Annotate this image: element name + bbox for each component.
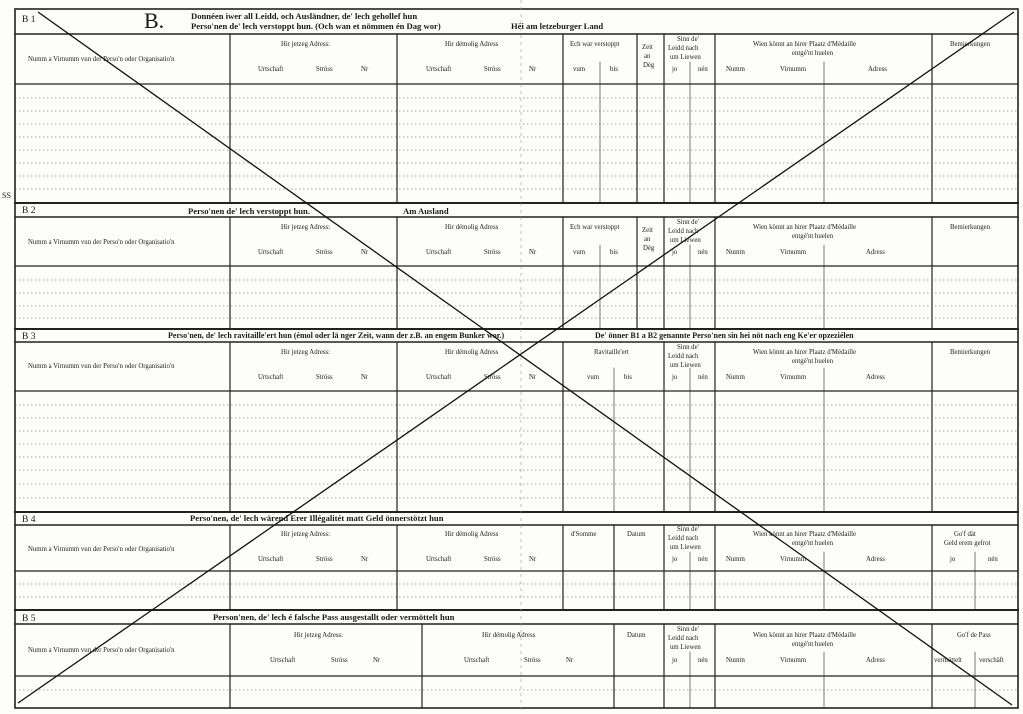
b2-days-1: Zeit bbox=[642, 227, 653, 234]
b3-from: vum bbox=[587, 374, 600, 381]
b3-locality: Urtschaft bbox=[258, 374, 284, 381]
b4-m-name: Numm bbox=[726, 556, 745, 563]
b4-medal-1: Wien könnt an hirer Plaatz d'Médaille bbox=[753, 531, 857, 538]
b4-current-addr: Hir jetzeg Adress: bbox=[281, 531, 331, 538]
b4-name-col: Numm a Virnumm vun der Perso'n oder Organisatio'n bbox=[28, 546, 175, 553]
b4-medal-2: entgé'nt huelen bbox=[792, 540, 834, 547]
b1-m-first: Virnumm bbox=[780, 66, 807, 73]
b4-no: nén bbox=[698, 556, 708, 563]
b2-number: Nr bbox=[361, 249, 369, 256]
b1-alive-2: Leidd nach bbox=[668, 45, 699, 52]
b5-yes: jo bbox=[672, 657, 678, 664]
b3-medal-1: Wien könnt an hirer Plaatz d'Médaille bbox=[753, 349, 857, 356]
b2-alive-3: um Liewen bbox=[670, 237, 701, 244]
b2-alive-1: Sinn de' bbox=[677, 219, 699, 226]
b4-alive-1: Sinn de' bbox=[677, 526, 699, 533]
b3-m-name: Numm bbox=[726, 374, 745, 381]
b2-no: nén bbox=[698, 249, 708, 256]
b2-alive-2: Leidd nach bbox=[668, 228, 699, 235]
b4-number: Nr bbox=[361, 556, 369, 563]
b5-issued: vermöttelt bbox=[934, 657, 962, 664]
b5-alive-1: Sinn de' bbox=[677, 626, 699, 633]
b1-days-3: Dég bbox=[643, 62, 655, 69]
b3-street: Ströss bbox=[316, 374, 333, 381]
b1-m-addr: Adress bbox=[868, 66, 887, 73]
b4-m-addr: Adress bbox=[866, 556, 885, 563]
b3-street-2: Ströss bbox=[484, 374, 501, 381]
b4-number-2: Nr bbox=[529, 556, 537, 563]
b3-alive-2: Leidd nach bbox=[668, 353, 699, 360]
b1-from: vum bbox=[573, 66, 586, 73]
b3-yes: jo bbox=[672, 374, 678, 381]
b5-street-2: Ströss bbox=[524, 657, 541, 664]
b3-to: bis bbox=[624, 374, 632, 381]
b3-note: De' önner B1 a B2 genannte Perso'nen sin hei nöt nach eng Ke'er opzeziélen bbox=[595, 331, 854, 340]
sheet-title-line1: Donnéen iwer all Leidd, och Ausländner, de' lech gehollef hun bbox=[191, 11, 418, 21]
b5-locality-2: Urtschaft bbox=[464, 657, 490, 664]
b5-former-addr: Hir démolig Adress bbox=[482, 632, 536, 639]
b5-alive-2: Leidd nach bbox=[668, 635, 699, 642]
b4-no-money: nén bbox=[988, 556, 998, 563]
b3-title: Perso'nen, de' lech ravitaille'ert hun (émol oder lä nger Zeit, wann der z.B. an engem Bunker wor.) bbox=[168, 331, 505, 340]
sheet-title-suffix: Héi am letzeburger Land bbox=[511, 21, 604, 31]
b1-street: Ströss bbox=[316, 66, 333, 73]
b2-street-2: Ströss bbox=[484, 249, 501, 256]
b5-title: Person'nen, de' lech é falsche Pass ausgestallt oder vermöttelt hun bbox=[213, 612, 455, 622]
b4-title: Perso'nen, de' lech wärend Erer Illégalitét matt Geld önnerstötzt hun bbox=[190, 513, 444, 523]
b1-number-2: Nr bbox=[529, 66, 537, 73]
section-code-b5: B 5 bbox=[22, 614, 36, 624]
b2-current-addr: Hir jetzeg Adress: bbox=[281, 224, 331, 231]
b3-m-addr: Adress bbox=[866, 374, 885, 381]
b5-street: Ströss bbox=[331, 657, 348, 664]
b2-m-name: Numm bbox=[726, 249, 745, 256]
b1-days-1: Zeit bbox=[642, 44, 653, 51]
b1-alive-1: Sinn de' bbox=[677, 36, 699, 43]
b4-m-first: Virnumm bbox=[780, 556, 807, 563]
b4-former-addr: Hir démolig Adress bbox=[445, 531, 499, 538]
b1-medal-1: Wien könnt an hirer Plaatz d'Médaille bbox=[753, 41, 857, 48]
b5-m-addr: Adress bbox=[866, 657, 885, 664]
b3-supplied: Ravitaille'ert bbox=[594, 349, 629, 356]
b2-m-first: Virnumm bbox=[780, 249, 807, 256]
b4-street: Ströss bbox=[316, 556, 333, 563]
b5-locality: Urtschaft bbox=[270, 657, 296, 664]
b4-locality-2: Urtschaft bbox=[426, 556, 452, 563]
b4-sum: d'Somme bbox=[571, 531, 597, 538]
b3-m-first: Virnumm bbox=[780, 374, 807, 381]
b5-m-first: Virnumm bbox=[780, 657, 807, 664]
b2-days-3: Dég bbox=[643, 245, 655, 252]
b2-locality: Urtschaft bbox=[258, 249, 284, 256]
section-code-b4: B 4 bbox=[22, 515, 36, 525]
b1-former-addr: Hir démolig Adress bbox=[445, 41, 499, 48]
b2-medal-1: Wien könnt an hirer Plaatz d'Médaille bbox=[753, 224, 857, 231]
b1-hid: Ech war verstoppt bbox=[570, 41, 620, 48]
b4-money-2: Geld erem gefrot bbox=[944, 540, 991, 547]
b1-days-2: an bbox=[644, 53, 651, 60]
b1-name-col: Numm a Virnumm vun der Perso'n oder Organisatio'n bbox=[28, 56, 175, 63]
b1-yes: jo bbox=[672, 66, 678, 73]
b1-locality-2: Urtschaft bbox=[426, 66, 452, 73]
b2-street: Ströss bbox=[316, 249, 333, 256]
b2-locality-2: Urtschaft bbox=[426, 249, 452, 256]
b2-yes: jo bbox=[672, 249, 678, 256]
b5-pass: Go'f de Pass bbox=[957, 632, 991, 639]
b4-locality: Urtschaft bbox=[258, 556, 284, 563]
b2-number-2: Nr bbox=[529, 249, 537, 256]
b3-remarks: Bemierkungen bbox=[950, 349, 991, 356]
section-code-b3: B 3 bbox=[22, 332, 36, 342]
b4-date: Datum bbox=[627, 531, 646, 538]
b3-former-addr: Hir démolig Adress bbox=[445, 349, 499, 356]
b3-current-addr: Hir jetzeg Adress: bbox=[281, 349, 331, 356]
b2-title: Perso'nen de' lech verstoppt hun. bbox=[188, 206, 310, 216]
b3-alive-1: Sinn de' bbox=[677, 344, 699, 351]
b1-street-2: Ströss bbox=[484, 66, 501, 73]
b4-alive-3: um Liewen bbox=[670, 544, 701, 551]
b1-number: Nr bbox=[361, 66, 369, 73]
b3-medal-2: entgé'nt huelen bbox=[792, 358, 834, 365]
b3-alive-3: um Liewen bbox=[670, 362, 701, 369]
b3-number-2: Nr bbox=[529, 374, 537, 381]
b2-from: vum bbox=[573, 249, 586, 256]
b3-name-col: Numm a Virnumm vun der Perso'n oder Organisatio'n bbox=[28, 363, 175, 370]
b2-hid: Ech war verstoppt bbox=[570, 224, 620, 231]
b5-no: nén bbox=[698, 657, 708, 664]
b5-alive-3: um Liewen bbox=[670, 644, 701, 651]
section-code-b2: B 2 bbox=[22, 206, 36, 216]
b1-current-addr: Hir jetzeg Adress: bbox=[281, 41, 331, 48]
b2-where: Am Ausland bbox=[403, 206, 449, 216]
b4-yes: jo bbox=[672, 556, 678, 563]
b5-medal-2: entgé'nt huelen bbox=[792, 641, 834, 648]
b5-date: Datum bbox=[627, 632, 646, 639]
b2-name-col: Numm a Virnumm vun der Perso'n oder Organisatio'n bbox=[28, 239, 175, 246]
b4-yes-money: jo bbox=[950, 556, 956, 563]
sheet-title-line2: Perso'nen de' lech verstoppt hun. (Och wan et nömmen én Dag wor) bbox=[191, 21, 441, 31]
b5-medal-1: Wien könnt an hirer Plaatz d'Médaille bbox=[753, 632, 857, 639]
b2-former-addr: Hir démolig Adress bbox=[445, 224, 499, 231]
b3-locality-2: Urtschaft bbox=[426, 374, 452, 381]
b1-no: nén bbox=[698, 66, 708, 73]
side-mark: SS bbox=[2, 191, 11, 200]
b2-remarks: Bemierkungen bbox=[950, 224, 991, 231]
b4-money-1: Go'f dät bbox=[954, 531, 976, 538]
b2-to: bis bbox=[610, 249, 618, 256]
b5-current-addr: Hir jetzeg Adress: bbox=[294, 632, 344, 639]
b1-locality: Urtschaft bbox=[258, 66, 284, 73]
b1-m-name: Numm bbox=[726, 66, 745, 73]
b5-number-2: Nr bbox=[566, 657, 574, 664]
b1-alive-3: um Liewen bbox=[670, 54, 701, 61]
b5-number: Nr bbox=[373, 657, 381, 664]
b5-procured: verschäft bbox=[979, 657, 1004, 664]
b4-alive-2: Leidd nach bbox=[668, 535, 699, 542]
b5-name-col: Numm a Virnumm vun der Perso'n oder Organisatio'n bbox=[28, 647, 175, 654]
section-code-b1: B 1 bbox=[22, 15, 36, 25]
sheet-letter: B. bbox=[144, 8, 165, 33]
b4-street-2: Ströss bbox=[484, 556, 501, 563]
b1-remarks: Bemierkungen bbox=[950, 41, 991, 48]
b3-no: nén bbox=[698, 374, 708, 381]
b1-medal-2: entgé'nt huelen bbox=[792, 50, 834, 57]
b2-medal-2: entgé'nt huelen bbox=[792, 233, 834, 240]
b3-number: Nr bbox=[361, 374, 369, 381]
b5-m-name: Numm bbox=[726, 657, 745, 664]
b2-days-2: an bbox=[644, 236, 651, 243]
b1-to: bis bbox=[610, 66, 618, 73]
b2-m-addr: Adress bbox=[866, 249, 885, 256]
